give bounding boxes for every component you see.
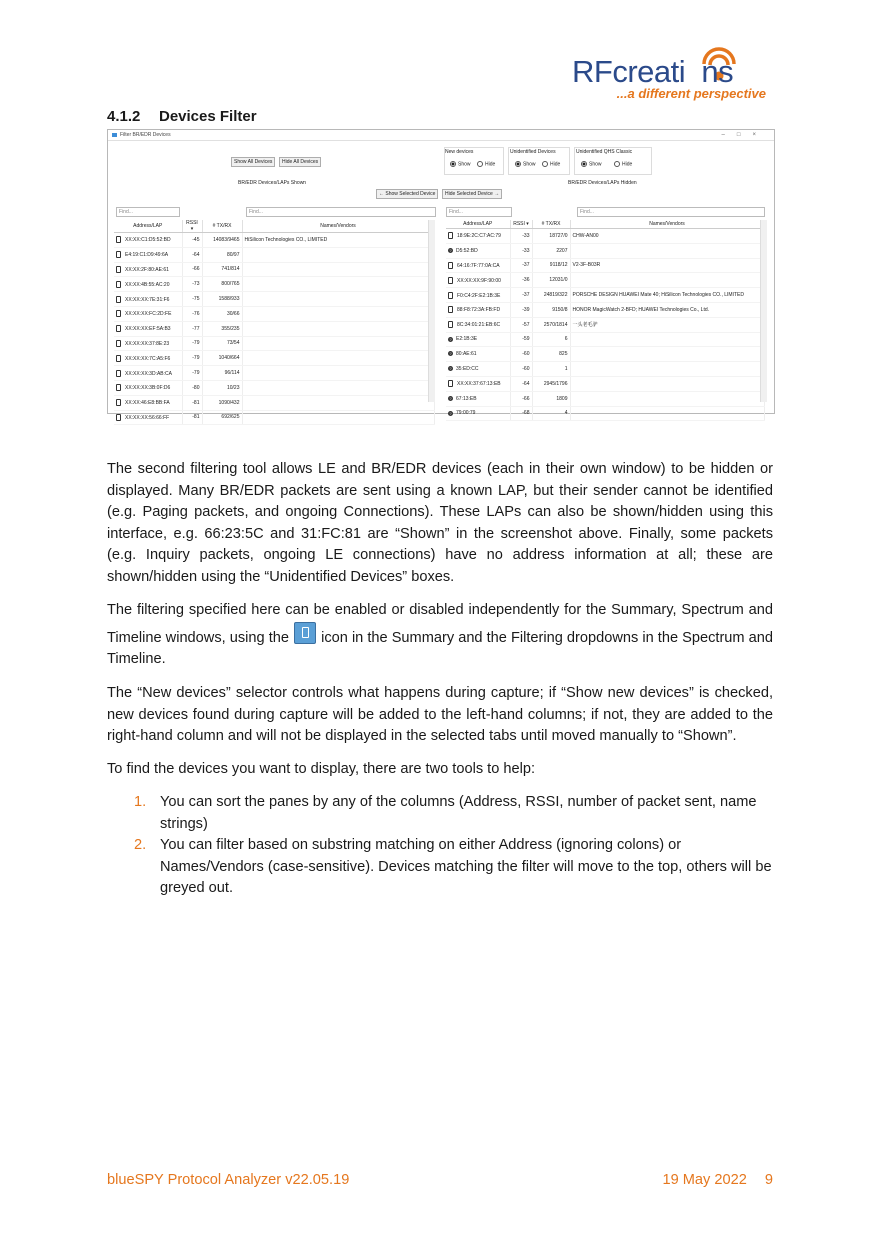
phone-icon — [448, 321, 453, 328]
table-row[interactable] — [114, 351, 434, 366]
phone-icon — [116, 236, 121, 243]
address-cell: XX:XX:XX:3D:AB:CA — [114, 366, 182, 381]
rssi-cell: -33 — [510, 229, 532, 244]
address-cell: XX:XX:XX:37:8E:23 — [114, 336, 182, 351]
rssi-cell: -64 — [510, 376, 532, 391]
name-cell: HiSilicon Technologies CO., LIMITED — [242, 233, 434, 248]
rssi-cell: -39 — [510, 302, 532, 317]
rssi-cell: -37 — [510, 258, 532, 273]
table-row[interactable] — [446, 273, 764, 288]
address-column-header[interactable]: Address/LAP — [446, 220, 510, 229]
qhs-hide-radio[interactable]: Hide — [614, 161, 632, 167]
rssi-cell: -80 — [182, 380, 202, 395]
address-cell: E4:19:C1:D9:49:6A — [114, 247, 182, 262]
txrx-cell: 1 — [532, 362, 570, 377]
shown-caption: BR/EDR Devices/LAPs Shown — [238, 180, 307, 186]
address-cell: XX:XX:37:67:13:EB — [446, 376, 510, 391]
table-row[interactable] — [446, 229, 764, 244]
paragraph-tools-intro: To find the devices you want to display, there are two tools to help: — [107, 761, 536, 777]
name-cell — [242, 366, 434, 381]
footer-date: 19 May 2022 — [662, 1172, 747, 1188]
new-devices-label: New devices — [445, 149, 474, 155]
txrx-cell: 6 — [532, 332, 570, 347]
table-row[interactable] — [446, 391, 764, 406]
address-cell: F0:C4:2F:E2:1B:3E — [446, 288, 510, 303]
rssi-column-header[interactable]: RSSI ▾ — [510, 220, 532, 229]
txrx-cell: 14083/9465 — [202, 233, 242, 248]
name-cell — [242, 292, 434, 307]
phone-icon — [116, 310, 121, 317]
list-item-text: You can sort the panes by any of the columns (Address, RSSI, number of packet sent, name strings) — [160, 794, 757, 832]
name-cell — [242, 306, 434, 321]
address-cell: ? 67:13:EB — [446, 391, 510, 406]
logo-tagline: ...a different perspective — [616, 86, 766, 101]
table-row[interactable] — [114, 321, 434, 336]
rssi-column-header[interactable]: RSSI ▾ — [182, 220, 202, 233]
txrx-cell: 12031/0 — [532, 273, 570, 288]
name-cell — [242, 277, 434, 292]
table-header-row — [114, 220, 434, 233]
name-cell — [242, 262, 434, 277]
show-selected-device-button[interactable]: ← Show Selected Device — [376, 189, 438, 199]
name-cell — [242, 380, 434, 395]
txrx-cell: 24819/322 — [532, 288, 570, 303]
new-devices-hide-radio[interactable]: Hide — [477, 161, 495, 167]
txrx-cell: 30/66 — [202, 306, 242, 321]
qhs-show-radio[interactable]: Show — [581, 161, 602, 167]
phone-icon — [448, 232, 453, 239]
hidden-caption: BR/EDR Devices/LAPs Hidden — [568, 180, 637, 186]
table-row[interactable] — [446, 288, 764, 303]
unidentified-qhs-label: Unidentified QHS Classic — [576, 149, 633, 155]
left-names-find-input[interactable]: Find... — [246, 207, 436, 217]
address-cell: XX:XX:C1:D5:52:BD — [114, 233, 182, 248]
device-filter-icon — [294, 622, 316, 644]
unknown-device-icon: ? — [449, 410, 452, 416]
unidentified-show-radio[interactable]: Show — [515, 161, 536, 167]
txrx-cell: 741/814 — [202, 262, 242, 277]
unidentified-hide-radio[interactable]: Hide — [542, 161, 560, 167]
name-cell: 一头老毛驴 — [570, 317, 764, 332]
txrx-cell: 73/54 — [202, 336, 242, 351]
name-cell — [242, 351, 434, 366]
address-cell: ? E2:1B:3E — [446, 332, 510, 347]
left-scrollbar[interactable] — [428, 220, 435, 402]
unidentified-devices-group — [508, 147, 570, 175]
address-cell: ? 79:00:79 — [446, 406, 510, 421]
table-row[interactable] — [446, 406, 764, 421]
table-row[interactable] — [114, 380, 434, 395]
txrx-cell: 2207 — [532, 243, 570, 258]
unidentified-devices-label: Unidentified Devices — [510, 149, 556, 155]
rssi-cell: -76 — [182, 306, 202, 321]
table-row[interactable] — [446, 302, 764, 317]
shown-devices-table — [114, 220, 435, 425]
name-cell — [570, 243, 764, 258]
rssi-cell: -64 — [182, 247, 202, 262]
rssi-cell: -45 — [182, 233, 202, 248]
txrx-cell: 355/235 — [202, 321, 242, 336]
window-controls[interactable]: –□× — [721, 132, 768, 138]
phone-icon — [448, 292, 453, 299]
rssi-cell: -60 — [510, 362, 532, 377]
address-cell: XX:XX:XX:EF:5A:B3 — [114, 321, 182, 336]
rssi-cell: -77 — [182, 321, 202, 336]
table-row[interactable] — [114, 292, 434, 307]
address-cell: 64:16:7F:77:0A:CA — [446, 258, 510, 273]
txrx-column-header[interactable]: # TX/RX — [202, 220, 242, 233]
window-title: Filter BR/EDR Devices — [120, 132, 171, 138]
txrx-cell: 1809 — [532, 391, 570, 406]
rssi-cell: -79 — [182, 336, 202, 351]
rssi-cell: -33 — [510, 243, 532, 258]
table-row[interactable] — [446, 347, 764, 362]
table-row[interactable] — [114, 410, 434, 425]
section-heading — [107, 108, 257, 125]
address-cell: XX:XX:2F:80:AE:61 — [114, 262, 182, 277]
unknown-device-icon: ? — [449, 395, 452, 401]
address-cell: XX:XX:46:E8:BB:FA — [114, 395, 182, 410]
name-cell: PORSCHE DESIGN HUAWEI Mate 40; HiSilicon Technologies CO., LIMITED — [570, 288, 764, 303]
address-cell: XX:XX:XX:FC:2D:FE — [114, 306, 182, 321]
phone-icon — [448, 262, 453, 269]
address-cell: 18:9E:2C:C7:AC:79 — [446, 229, 510, 244]
footer-date-page — [662, 1172, 773, 1188]
rssi-cell: -60 — [510, 347, 532, 362]
unknown-device-icon: ? — [449, 336, 452, 342]
txrx-cell: 2570/1814 — [532, 317, 570, 332]
rssi-cell: -66 — [510, 391, 532, 406]
txrx-cell: 10/23 — [202, 380, 242, 395]
address-cell: XX:XX:XX:7C:A5:F6 — [114, 351, 182, 366]
address-column-header[interactable]: Address/LAP — [114, 220, 182, 233]
txrx-cell: 96/114 — [202, 366, 242, 381]
name-cell — [242, 336, 434, 351]
list-number: 2. — [134, 837, 147, 853]
phone-icon — [116, 355, 121, 362]
table-row[interactable] — [114, 395, 434, 410]
table-row[interactable] — [114, 306, 434, 321]
phone-icon — [448, 380, 453, 387]
phone-icon — [116, 325, 121, 332]
phone-icon — [116, 296, 121, 303]
name-cell — [570, 347, 764, 362]
txrx-cell: 80/97 — [202, 247, 242, 262]
txrx-cell: 18727/0 — [532, 229, 570, 244]
table-header-row — [446, 220, 764, 229]
table-row[interactable] — [114, 233, 434, 248]
paragraph-new-devices: The “New devices” selector controls what happens during capture; if “Show new devices” is checked, new devices found during capture will be added to the left-hand columns; if not, they are added to the right-hand column and will not be displayed in the selected tabs until moved manually to “Shown”. — [107, 685, 773, 744]
table-row[interactable] — [114, 277, 434, 292]
table-row[interactable] — [446, 362, 764, 377]
phone-icon — [116, 251, 121, 258]
table-row[interactable] — [446, 258, 764, 273]
txrx-column-header[interactable]: # TX/RX — [532, 220, 570, 229]
unknown-device-icon: ? — [449, 366, 452, 372]
unidentified-qhs-group — [574, 147, 652, 175]
phone-icon — [116, 266, 121, 273]
list-number: 1. — [134, 794, 147, 810]
rssi-cell: -73 — [182, 277, 202, 292]
unknown-device-icon: ? — [449, 247, 452, 253]
txrx-cell: 1588/933 — [202, 292, 242, 307]
table-row[interactable] — [114, 262, 434, 277]
phone-icon — [448, 306, 453, 313]
phone-icon — [116, 281, 121, 288]
right-scrollbar[interactable] — [760, 220, 767, 402]
show-all-devices-button[interactable]: Show All Devices — [231, 157, 275, 167]
dialog-titlebar — [108, 130, 774, 141]
name-cell — [570, 376, 764, 391]
names-column-header[interactable]: Names/Vendors — [570, 220, 764, 229]
name-cell: CHW-AN00 — [570, 229, 764, 244]
section-number: 4.1.2 — [107, 108, 141, 125]
address-cell: 88:F8:72:3A:FB:FD — [446, 302, 510, 317]
name-cell — [570, 362, 764, 377]
new-devices-group — [444, 147, 504, 175]
address-cell: ? D5:52:BD — [446, 243, 510, 258]
hide-all-devices-button[interactable]: Hide All Devices — [279, 157, 321, 167]
txrx-cell: 9118/12 — [532, 258, 570, 273]
filter-dialog-screenshot — [107, 129, 775, 421]
table-row[interactable] — [446, 317, 764, 332]
name-cell — [242, 321, 434, 336]
left-address-find-input[interactable]: Find... — [116, 207, 180, 217]
rssi-cell: -81 — [182, 410, 202, 425]
logo-wordmark: RFcreati ns — [572, 54, 734, 89]
table-row[interactable] — [446, 376, 764, 391]
txrx-cell: 1090/432 — [202, 395, 242, 410]
paragraph-filter-enable — [107, 600, 773, 671]
tools-list — [107, 792, 773, 900]
rssi-cell: -81 — [182, 395, 202, 410]
txrx-cell: 4 — [532, 406, 570, 421]
name-cell — [242, 395, 434, 410]
address-cell: XX:XX:XX:56:66:FF — [114, 410, 182, 425]
names-column-header[interactable]: Names/Vendors — [242, 220, 434, 233]
name-cell — [570, 273, 764, 288]
address-cell: ? 35:ED:CC — [446, 362, 510, 377]
app-icon — [112, 133, 117, 137]
paragraph-filter-enable-part2: icon in the Summary and the Filtering dropdowns in the Spectrum and Timeline. — [107, 629, 773, 667]
list-item — [107, 792, 773, 835]
phone-icon — [116, 399, 121, 406]
rssi-cell: -37 — [510, 288, 532, 303]
paragraph-filtering-tool: The second filtering tool allows LE and BR/EDR devices (each in their own window) to be hidden or displayed. Many BR/EDR packets are sent using a known LAP, but their sender cannot be identified (e.g. Paging packets, and ongoing Connections). These LAPs can also be shown/hidden using this interface, e.g. 66:23:5C and 31:FC:81 are “Shown” in the screenshot above. Finally, some packets (e.g. Inquiry packets, ongoing LE connections) have no address information at all; these are shown/hidden using the “Unidentified Devices” boxes. — [107, 461, 773, 585]
rssi-cell: -79 — [182, 366, 202, 381]
address-cell: 8C:34:01:21:EB:6C — [446, 317, 510, 332]
name-cell: HONOR MagicWatch 2-BFD; HUAWEI Technologies Co., Ltd. — [570, 302, 764, 317]
hidden-devices-table — [446, 220, 765, 421]
hide-selected-device-button[interactable]: Hide Selected Device → — [442, 189, 502, 199]
txrx-cell: 825 — [532, 347, 570, 362]
name-cell — [242, 410, 434, 425]
footer-product: blueSPY Protocol Analyzer v22.05.19 — [107, 1172, 350, 1188]
name-cell: V2-3F-B03R — [570, 258, 764, 273]
right-address-find-input[interactable]: Find... — [446, 207, 512, 217]
phone-icon — [448, 277, 453, 284]
rssi-cell: -36 — [510, 273, 532, 288]
company-logo — [572, 44, 772, 104]
list-item-text: You can filter based on substring matching on either Address (ignoring colons) or Names/Vendors (case-sensitive). Devices matching the filter will move to the top, others will be greyed out. — [160, 837, 772, 896]
name-cell — [242, 247, 434, 262]
table-row[interactable] — [114, 336, 434, 351]
table-row[interactable] — [446, 243, 764, 258]
table-row[interactable] — [114, 366, 434, 381]
rssi-cell: -79 — [182, 351, 202, 366]
txrx-cell: 800/765 — [202, 277, 242, 292]
phone-icon — [116, 384, 121, 391]
section-title: Devices Filter — [159, 108, 257, 125]
list-item — [107, 835, 773, 900]
phone-icon — [116, 340, 121, 347]
address-cell: XX:XX:4B:55:AC:20 — [114, 277, 182, 292]
txrx-cell: 692/625 — [202, 410, 242, 425]
paragraph-filter-enable-part1: The filtering specified here can be enabled or disabled independently for the Summary, Spectrum and Timeline windows, using the — [107, 602, 773, 646]
phone-icon — [116, 370, 121, 377]
txrx-cell: 1040/664 — [202, 351, 242, 366]
txrx-cell: 9150/8 — [532, 302, 570, 317]
rssi-cell: -68 — [510, 406, 532, 421]
address-cell: XX:XX:XX:3B:0F:D6 — [114, 380, 182, 395]
rssi-cell: -59 — [510, 332, 532, 347]
unknown-device-icon: ? — [449, 351, 452, 357]
right-names-find-input[interactable]: Find... — [577, 207, 765, 217]
rssi-cell: -57 — [510, 317, 532, 332]
phone-icon — [116, 414, 121, 421]
rssi-cell: -66 — [182, 262, 202, 277]
new-devices-show-radio[interactable]: Show — [450, 161, 471, 167]
table-row[interactable] — [446, 332, 764, 347]
name-cell — [570, 332, 764, 347]
address-cell: XX:XX:XX:9F:90:00 — [446, 273, 510, 288]
address-cell: ? 80:AE:61 — [446, 347, 510, 362]
page-number: 9 — [764, 1172, 773, 1188]
rssi-cell: -75 — [182, 292, 202, 307]
txrx-cell: 2945/1796 — [532, 376, 570, 391]
name-cell — [570, 406, 764, 421]
table-row[interactable] — [114, 247, 434, 262]
name-cell — [570, 391, 764, 406]
address-cell: XX:XX:XX:7E:31:F6 — [114, 292, 182, 307]
